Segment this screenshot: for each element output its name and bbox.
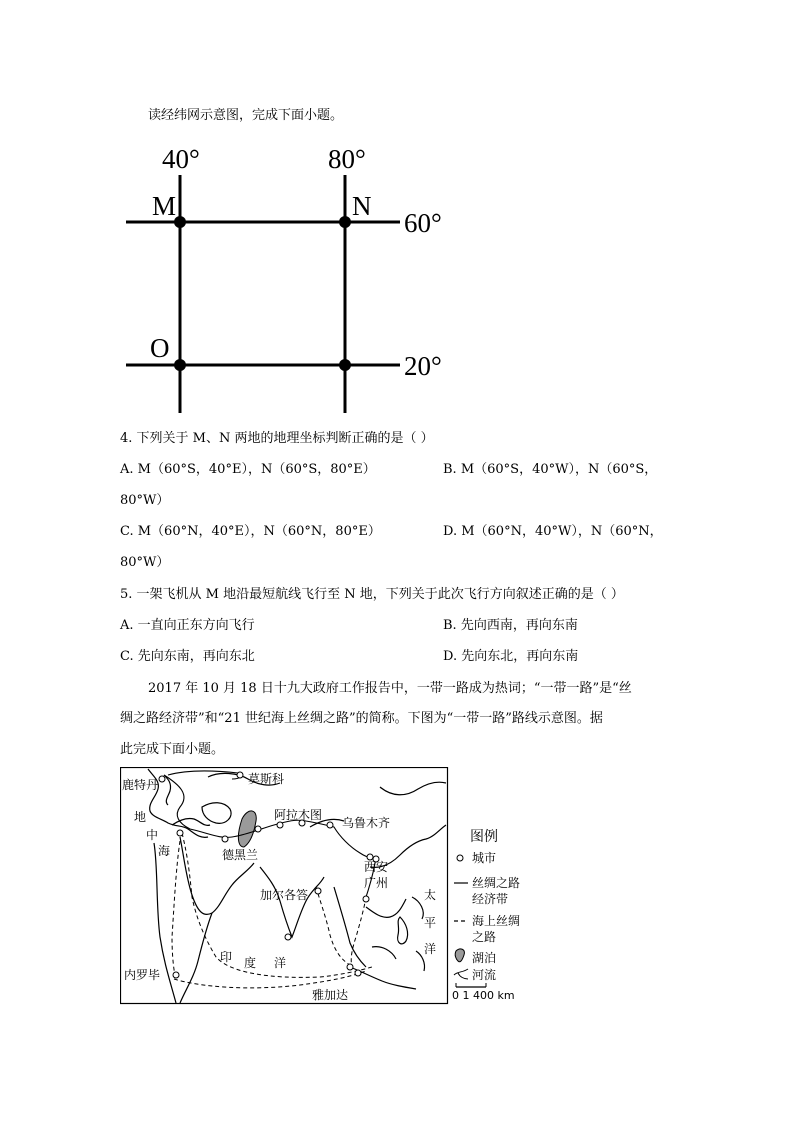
label-urumqi: 乌鲁木齐 (342, 816, 391, 830)
belt-road-map (120, 767, 450, 1005)
legend-title: 图例 (470, 829, 498, 845)
legend-belt-1: 丝绸之路 (472, 876, 521, 890)
q4-option-d[interactable]: D. M（60°N，40°W），N（60°N， (443, 524, 663, 539)
label-xian: 西安 (364, 860, 389, 874)
q5-option-c[interactable]: C. 先向东南，再向东北 (120, 649, 255, 664)
legend-city-icon (457, 855, 463, 861)
point-sw-dot (339, 359, 351, 371)
legend-scale: 0 1 400 km (452, 989, 515, 1002)
intro2-line1: 2017 年 10 月 18 日十九大政府工作报告中，一带一路成为热词；“一带一路”是“丝 (148, 681, 632, 696)
city-jakarta-dot (355, 970, 361, 976)
label-point-m: M (152, 191, 177, 221)
label-pacific-1: 太 (424, 888, 437, 902)
label-guangzhou: 广州 (364, 876, 389, 890)
label-lat-20: 20° (404, 351, 442, 381)
city-colombo-dot (285, 934, 291, 940)
label-tehran: 德黑兰 (222, 848, 259, 862)
q4-option-d-cont: 80°W） (120, 555, 170, 570)
city-guangzhou-dot (363, 896, 369, 902)
city-urumqi-dot (327, 822, 333, 828)
label-lat-60: 60° (404, 208, 442, 238)
label-lon-40: 40° (162, 144, 200, 174)
point-n-dot (339, 216, 351, 228)
city-tehran-dot (222, 836, 228, 842)
label-indian-1: 印 (220, 950, 233, 964)
city-kolkata-dot (315, 888, 321, 894)
label-med-2: 中 (146, 828, 159, 842)
label-moscow: 莫斯科 (248, 772, 285, 786)
label-med-1: 地 (134, 810, 147, 824)
q5-stem: 5. 一架飞机从 M 地沿最短航线飞行至 N 地，下列关于此次飞行方向叙述正确的是（ ） (120, 587, 624, 602)
legend-river: 河流 (472, 968, 497, 982)
label-almaty: 阿拉木图 (274, 808, 323, 822)
label-indian-3: 洋 (274, 956, 287, 970)
label-lon-80: 80° (328, 144, 366, 174)
legend-road-1: 海上丝绸 (472, 914, 521, 928)
label-indian-2: 度 (244, 956, 257, 970)
intro2-line3: 此完成下面小题。 (120, 742, 225, 757)
legend-lake: 湖泊 (472, 951, 497, 965)
city-4-dot (347, 964, 353, 970)
label-med-3: 海 (158, 844, 171, 858)
q5-option-a[interactable]: A. 一直向正东方向飞行 (120, 618, 255, 633)
q4-option-a[interactable]: A. M（60°S，40°E），N（60°S，80°E） (120, 462, 376, 477)
q4-option-b-cont: 80°W） (120, 493, 170, 508)
legend-lake-icon (455, 949, 464, 962)
point-o-dot (174, 359, 186, 371)
label-pacific-3: 洋 (424, 942, 437, 956)
q4-option-c[interactable]: C. M（60°N，40°E），N（60°N，80°E） (120, 524, 381, 539)
lat-long-grid-diagram (110, 135, 470, 420)
q4-stem: 4. 下列关于 M、N 两地的地理坐标判断正确的是（ ） (120, 431, 434, 446)
label-point-o: O (150, 333, 170, 363)
intro-instruction: 读经纬网示意图，完成下面小题。 (148, 108, 344, 123)
q5-option-d[interactable]: D. 先向东北，再向东南 (443, 649, 579, 664)
label-nairobi: 内罗毕 (124, 968, 161, 982)
legend-road-2: 之路 (472, 930, 497, 944)
label-rotterdam: 鹿特丹 (122, 778, 159, 792)
label-kolkata: 加尔各答 (260, 888, 309, 902)
city-2-dot (277, 822, 283, 828)
city-moscow-dot (237, 772, 243, 778)
city-caspian-dot (255, 826, 261, 832)
intro2-line2: 绸之路经济带”和“21 世纪海上丝绸之路”的简称。下图为“一带一路”路线示意图。据 (120, 711, 603, 726)
label-jakarta: 雅加达 (312, 988, 349, 1002)
city-venice-dot (177, 830, 183, 836)
q4-option-b[interactable]: B. M（60°S，40°W），N（60°S， (443, 462, 658, 477)
q5-option-b[interactable]: B. 先向西南，再向东南 (443, 618, 578, 633)
city-nairobi-dot (173, 972, 179, 978)
city-rotterdam-dot (159, 776, 165, 782)
label-point-n: N (352, 191, 372, 221)
legend-city: 城市 (472, 851, 497, 865)
map-legend (450, 825, 540, 1005)
legend-belt-2: 经济带 (472, 892, 509, 906)
legend-river-icon (454, 969, 468, 979)
label-pacific-2: 平 (424, 916, 437, 930)
